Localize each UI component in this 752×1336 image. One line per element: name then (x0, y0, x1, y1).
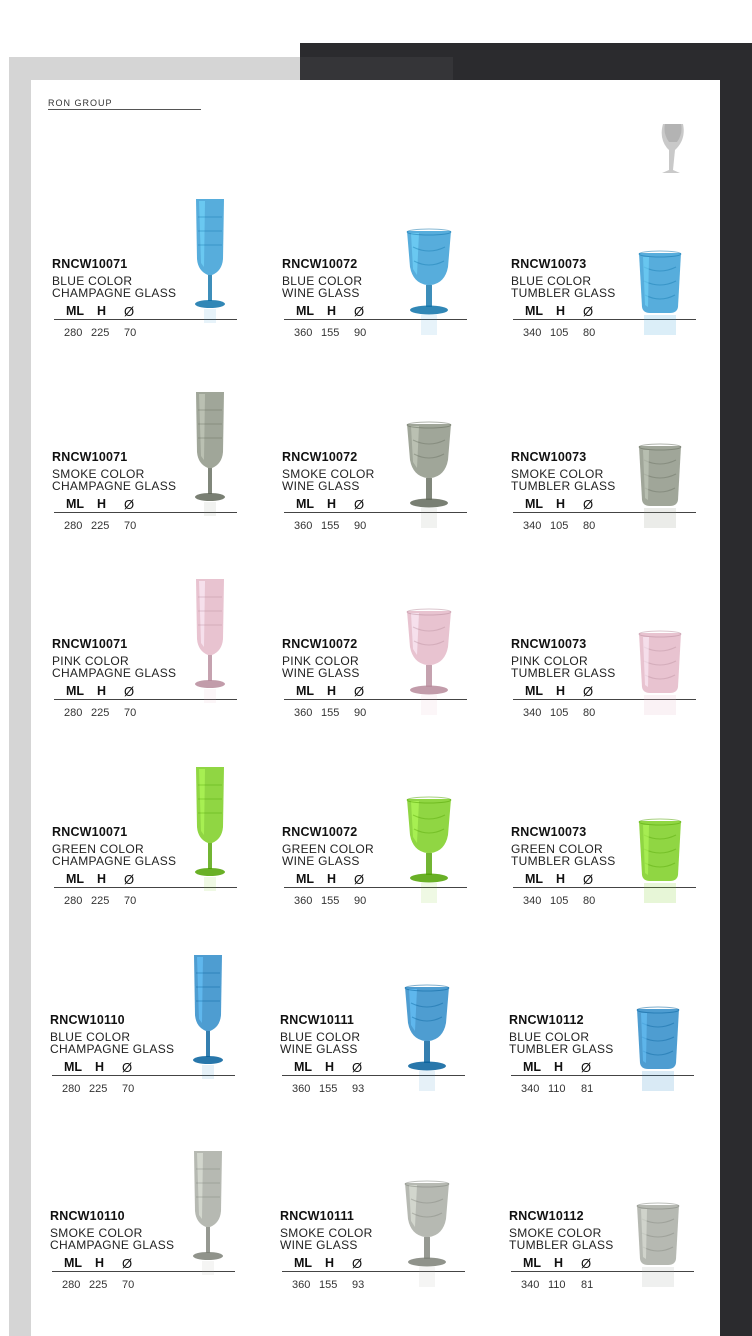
spec-value-diameter: 93 (352, 1083, 365, 1095)
product-image (401, 227, 457, 342)
product-card (282, 257, 512, 407)
product-color: SMOKE COLOR (52, 467, 145, 481)
spec-header-h: H (327, 684, 337, 698)
product-card (282, 450, 512, 600)
product-color: BLUE COLOR (280, 1030, 361, 1044)
product-image (636, 249, 684, 344)
spec-header-h: H (95, 1060, 105, 1074)
spec-header-h: H (327, 872, 337, 886)
spec-header-diameter: Ø (352, 1256, 363, 1271)
spec-header-ml: ML (294, 1060, 313, 1074)
product-type: TUMBLER GLASS (509, 1238, 614, 1252)
product-color: BLUE COLOR (511, 274, 592, 288)
spec-value-diameter: 81 (581, 1279, 594, 1291)
spec-value-h: 225 (91, 895, 110, 907)
spec-value-diameter: 81 (581, 1083, 594, 1095)
product-type: CHAMPAGNE GLASS (52, 854, 177, 868)
product-card (511, 637, 741, 787)
product-image (636, 442, 684, 537)
spec-header-h: H (554, 1256, 564, 1270)
product-type: TUMBLER GLASS (511, 479, 616, 493)
product-card (282, 825, 512, 975)
product-type: WINE GLASS (282, 286, 360, 300)
spec-value-h: 105 (550, 327, 569, 339)
spec-value-h: 225 (91, 327, 110, 339)
spec-header-ml: ML (296, 872, 315, 886)
spec-value-ml: 280 (62, 1279, 81, 1291)
spec-header-h: H (556, 684, 566, 698)
product-type: TUMBLER GLASS (509, 1042, 614, 1056)
spec-header-diameter: Ø (124, 872, 135, 887)
spec-value-diameter: 70 (124, 520, 137, 532)
spec-value-ml: 280 (64, 707, 83, 719)
spec-header-h: H (97, 497, 107, 511)
spec-value-ml: 280 (64, 327, 83, 339)
product-image (401, 420, 457, 535)
product-code: RNCW10111 (280, 1209, 355, 1223)
product-color: SMOKE COLOR (280, 1226, 373, 1240)
product-code: RNCW10071 (52, 825, 128, 839)
product-code: RNCW10073 (511, 825, 587, 839)
spec-value-ml: 340 (523, 327, 542, 339)
product-card (511, 825, 741, 975)
spec-header-h: H (554, 1060, 564, 1074)
spec-header-h: H (95, 1256, 105, 1270)
spec-value-diameter: 90 (354, 895, 367, 907)
product-code: RNCW10072 (282, 450, 358, 464)
product-image (188, 953, 228, 1088)
spec-value-h: 155 (319, 1279, 338, 1291)
product-code: RNCW10071 (52, 257, 128, 271)
spec-value-diameter: 80 (583, 707, 596, 719)
spec-value-diameter: 70 (124, 327, 137, 339)
spec-value-diameter: 70 (124, 895, 137, 907)
spec-header-diameter: Ø (583, 304, 594, 319)
spec-header-ml: ML (523, 1060, 542, 1074)
product-card (52, 637, 282, 787)
spec-header-ml: ML (523, 1256, 542, 1270)
spec-value-ml: 360 (294, 520, 313, 532)
product-color: PINK COLOR (52, 654, 130, 668)
product-code: RNCW10110 (50, 1209, 125, 1223)
spec-header-h: H (325, 1060, 335, 1074)
spec-value-ml: 280 (64, 895, 83, 907)
spec-header-ml: ML (296, 684, 315, 698)
spec-value-h: 105 (550, 895, 569, 907)
product-image (190, 577, 230, 712)
spec-value-diameter: 90 (354, 520, 367, 532)
spec-value-diameter: 90 (354, 327, 367, 339)
product-image (190, 390, 230, 525)
spec-value-h: 225 (91, 520, 110, 532)
spec-value-diameter: 93 (352, 1279, 365, 1291)
spec-header-diameter: Ø (583, 872, 594, 887)
spec-value-h: 225 (91, 707, 110, 719)
product-color: BLUE COLOR (52, 274, 133, 288)
spec-header-diameter: Ø (352, 1060, 363, 1075)
product-type: TUMBLER GLASS (511, 666, 616, 680)
product-code: RNCW10072 (282, 825, 358, 839)
product-type: CHAMPAGNE GLASS (52, 286, 177, 300)
product-image (399, 1179, 455, 1294)
spec-header-ml: ML (66, 684, 85, 698)
spec-header-h: H (97, 304, 107, 318)
spec-header-ml: ML (525, 872, 544, 886)
product-code: RNCW10073 (511, 637, 587, 651)
product-color: SMOKE COLOR (50, 1226, 143, 1240)
spec-value-diameter: 80 (583, 520, 596, 532)
product-type: WINE GLASS (280, 1238, 358, 1252)
spec-value-h: 155 (321, 895, 340, 907)
spec-header-h: H (556, 304, 566, 318)
spec-value-diameter: 80 (583, 895, 596, 907)
spec-header-diameter: Ø (354, 684, 365, 699)
product-code: RNCW10072 (282, 637, 358, 651)
spec-value-ml: 340 (523, 895, 542, 907)
product-color: PINK COLOR (282, 654, 360, 668)
product-type: CHAMPAGNE GLASS (52, 479, 177, 493)
product-type: TUMBLER GLASS (511, 854, 616, 868)
spec-value-ml: 360 (294, 707, 313, 719)
spec-value-ml: 340 (521, 1083, 540, 1095)
product-type: CHAMPAGNE GLASS (50, 1238, 175, 1252)
spec-header-ml: ML (296, 497, 315, 511)
spec-header-diameter: Ø (124, 684, 135, 699)
product-code: RNCW10071 (52, 637, 128, 651)
product-type: WINE GLASS (280, 1042, 358, 1056)
product-code: RNCW10111 (280, 1013, 355, 1027)
spec-header-ml: ML (525, 497, 544, 511)
product-color: GREEN COLOR (511, 842, 603, 856)
product-code: RNCW10071 (52, 450, 128, 464)
spec-header-diameter: Ø (354, 497, 365, 512)
spec-header-diameter: Ø (581, 1256, 592, 1271)
spec-value-ml: 360 (292, 1279, 311, 1291)
spec-header-diameter: Ø (124, 497, 135, 512)
spec-header-h: H (556, 497, 566, 511)
background-dark-strip (300, 57, 453, 80)
product-color: SMOKE COLOR (509, 1226, 602, 1240)
spec-header-ml: ML (66, 304, 85, 318)
spec-header-h: H (327, 304, 337, 318)
spec-value-diameter: 90 (354, 707, 367, 719)
product-code: RNCW10073 (511, 450, 587, 464)
spec-header-ml: ML (525, 684, 544, 698)
spec-header-h: H (97, 872, 107, 886)
spec-header-diameter: Ø (354, 304, 365, 319)
spec-value-diameter: 80 (583, 327, 596, 339)
wine-glass-icon (653, 122, 693, 176)
product-image (190, 765, 230, 900)
product-card (50, 1209, 280, 1336)
product-image (188, 1149, 228, 1284)
spec-header-diameter: Ø (354, 872, 365, 887)
product-card (50, 1013, 280, 1163)
spec-value-ml: 280 (62, 1083, 81, 1095)
spec-value-h: 155 (321, 520, 340, 532)
product-type: WINE GLASS (282, 479, 360, 493)
spec-header-ml: ML (66, 497, 85, 511)
spec-value-ml: 360 (292, 1083, 311, 1095)
product-type: CHAMPAGNE GLASS (50, 1042, 175, 1056)
product-image (636, 817, 684, 912)
spec-value-ml: 340 (523, 520, 542, 532)
spec-header-ml: ML (64, 1060, 83, 1074)
product-color: SMOKE COLOR (511, 467, 604, 481)
product-card (509, 1209, 739, 1336)
product-card (280, 1013, 510, 1163)
spec-header-diameter: Ø (122, 1256, 133, 1271)
product-image (401, 607, 457, 722)
spec-header-h: H (325, 1256, 335, 1270)
product-color: PINK COLOR (511, 654, 589, 668)
product-code: RNCW10110 (50, 1013, 125, 1027)
product-image (634, 1005, 682, 1100)
spec-value-diameter: 70 (122, 1279, 135, 1291)
spec-header-h: H (556, 872, 566, 886)
product-color: GREEN COLOR (282, 842, 374, 856)
spec-header-ml: ML (294, 1256, 313, 1270)
spec-header-ml: ML (296, 304, 315, 318)
spec-header-diameter: Ø (583, 684, 594, 699)
product-image (401, 795, 457, 910)
product-card (511, 450, 741, 600)
product-code: RNCW10073 (511, 257, 587, 271)
product-card (282, 637, 512, 787)
product-color: GREEN COLOR (52, 842, 144, 856)
spec-value-ml: 340 (523, 707, 542, 719)
product-image (634, 1201, 682, 1296)
spec-value-ml: 340 (521, 1279, 540, 1291)
spec-header-diameter: Ø (124, 304, 135, 319)
spec-header-h: H (327, 497, 337, 511)
spec-header-diameter: Ø (581, 1060, 592, 1075)
spec-value-h: 225 (89, 1083, 108, 1095)
spec-value-diameter: 70 (122, 1083, 135, 1095)
product-code: RNCW10112 (509, 1209, 584, 1223)
product-color: BLUE COLOR (509, 1030, 590, 1044)
product-card (280, 1209, 510, 1336)
product-color: BLUE COLOR (50, 1030, 131, 1044)
spec-header-ml: ML (64, 1256, 83, 1270)
product-type: TUMBLER GLASS (511, 286, 616, 300)
spec-header-ml: ML (525, 304, 544, 318)
product-color: BLUE COLOR (282, 274, 363, 288)
product-card (52, 450, 282, 600)
spec-header-diameter: Ø (583, 497, 594, 512)
product-code: RNCW10072 (282, 257, 358, 271)
spec-value-h: 105 (550, 520, 569, 532)
product-image (636, 629, 684, 724)
brand-label: RON GROUP (48, 98, 201, 110)
spec-header-diameter: Ø (122, 1060, 133, 1075)
product-code: RNCW10112 (509, 1013, 584, 1027)
product-type: WINE GLASS (282, 666, 360, 680)
product-type: WINE GLASS (282, 854, 360, 868)
spec-value-diameter: 70 (124, 707, 137, 719)
product-card (511, 257, 741, 407)
spec-value-ml: 360 (294, 895, 313, 907)
product-card (509, 1013, 739, 1163)
product-card (52, 257, 282, 407)
product-card (52, 825, 282, 975)
spec-header-ml: ML (66, 872, 85, 886)
spec-value-h: 110 (548, 1279, 566, 1291)
spec-value-h: 105 (550, 707, 569, 719)
product-type: CHAMPAGNE GLASS (52, 666, 177, 680)
spec-value-h: 155 (321, 707, 340, 719)
spec-value-ml: 280 (64, 520, 83, 532)
catalog-sheet (31, 80, 720, 1336)
product-color: SMOKE COLOR (282, 467, 375, 481)
product-image (399, 983, 455, 1098)
spec-value-ml: 360 (294, 327, 313, 339)
spec-value-h: 155 (319, 1083, 338, 1095)
spec-value-h: 155 (321, 327, 340, 339)
spec-value-h: 225 (89, 1279, 108, 1291)
spec-value-h: 110 (548, 1083, 566, 1095)
product-image (190, 197, 230, 332)
spec-header-h: H (97, 684, 107, 698)
